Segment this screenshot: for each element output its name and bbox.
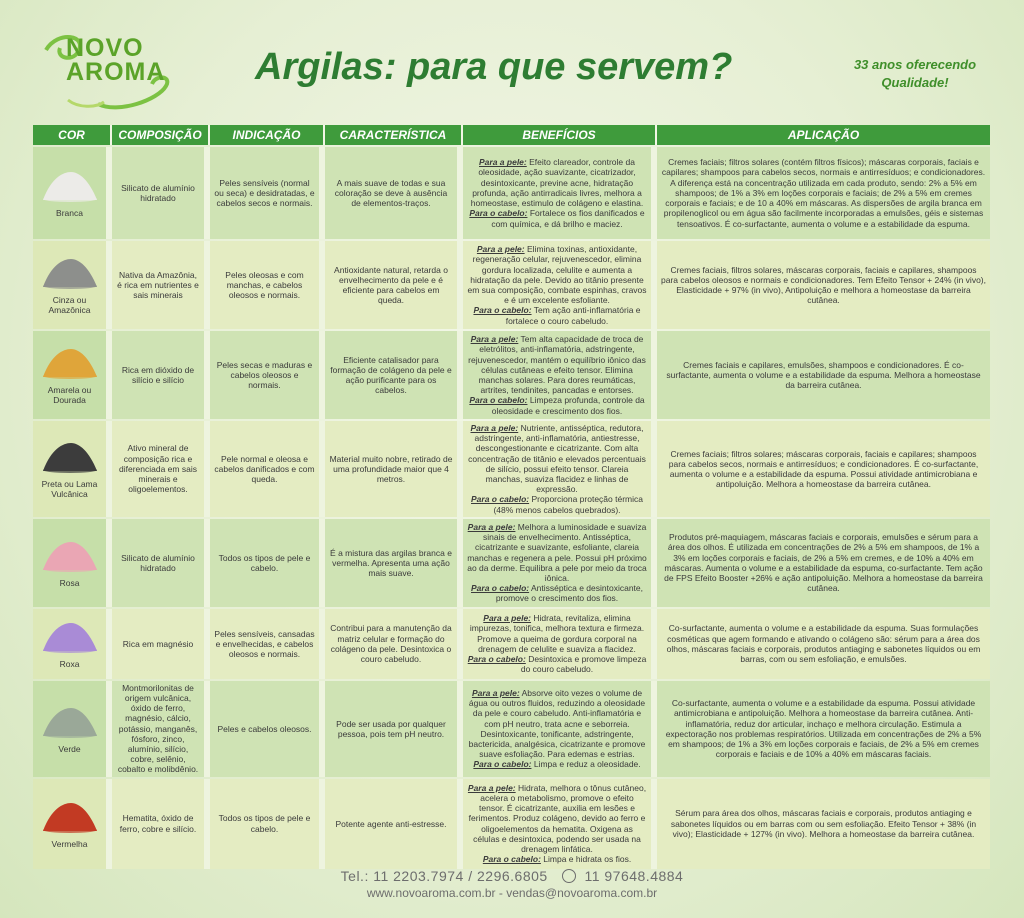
- cor-label: Vermelha: [51, 838, 88, 849]
- pele-text: Absorve oito vezes o volume de água ou outros fluidos, reduzindo a oleosidade da pele e couro cabeludo. Anti-inflamatória e com pH neutro, trata acne e seborreia. Desintoxicante, tonificante, adstringente, bactericida, analgésica, cicatrizante e promove suave esfoliação. Para edemas e estrias.: [468, 687, 646, 760]
- cell-caracteristica: Antioxidante natural, retarda o envelhecimento da pele e é eficiente para cabelos em queda.: [325, 241, 463, 329]
- pele-text: Tem alta capacidade de troca de eletrólitos, anti-inflamatória, adstringente, rejuvenescedor, mantém o equilíbrio iônico das células cutâneas e efeito tensor. Elimina manchas solares. Para dores reumáticas, artrites, tendinites, pancadas e entorses.: [468, 334, 646, 396]
- column-header-caracteristica: CARACTERÍSTICA: [325, 125, 463, 145]
- cell-beneficios: [463, 331, 657, 419]
- footer-phones: [0, 868, 1024, 884]
- column-header-aplicacao: APLICAÇÃO: [657, 125, 990, 145]
- pele-label: Para a pele:: [467, 522, 516, 533]
- column-header-cor: COR: [33, 125, 112, 145]
- cabelo-label: Para o cabelo:: [473, 759, 532, 770]
- cell-aplicacao: Produtos pré-maquiagem, máscaras faciais e corporais, emulsões e sérum para a área dos olhos. É utilizada em concentrações de 2% a 5% em shampoos, de 1% a 3% em loções corporais e faciais, de 2% a 5% em cremes, e de 10% a 40% em máscaras. Aumenta o volume e a estabilidade da espuma, co-surfactante. Tem ação de FPS Efeito Booster +26% e ação antipoluição. Melhora a homeostase da barreira cutânea.: [657, 519, 990, 607]
- pele-label: Para a pele:: [479, 157, 527, 168]
- cabelo-label: Para o cabelo:: [471, 494, 530, 505]
- pele-label: Para a pele:: [467, 782, 516, 793]
- logo-line-2: AROMA: [66, 58, 166, 86]
- table-row: [33, 241, 990, 329]
- cell-beneficios: [463, 609, 657, 679]
- cell-aplicacao: Cremes faciais e capilares, emulsões, shampoos e condicionadores. É co-surfactante, aumenta o volume e a estabilidade da espuma. Melhora a homeostase da barreira cutânea.: [657, 331, 990, 419]
- cell-cor: [33, 609, 112, 679]
- clay-powder-icon: [41, 255, 99, 289]
- cell-composicao: Rica em dióxido de silício e silício: [112, 331, 210, 419]
- cor-label: Amarela ou Dourada: [47, 384, 92, 405]
- cell-beneficios: [463, 241, 657, 329]
- cell-indicacao: Peles sensíveis, cansadas e envelhecidas, e cabelos oleosos e normais.: [210, 609, 325, 679]
- table-header-row: [33, 125, 990, 145]
- clay-powder-icon: [41, 345, 99, 379]
- argilas-table: [33, 123, 990, 871]
- pele-text: Efeito clareador, controle da oleosidade, ação suavizante, cicatrizador, desintoxicante, previne acne, hidratação profunda, ação antirradicais livres, melhora a homeostase, estimulo de colágeno e elastina.: [470, 157, 644, 209]
- pele-label: Para a pele:: [476, 244, 525, 255]
- clay-powder-icon: [41, 538, 99, 572]
- table-row: [33, 681, 990, 777]
- clay-powder-icon: [41, 439, 99, 473]
- cabelo-text: Limpa e reduz a oleosidade.: [533, 759, 641, 770]
- cell-indicacao: Peles sensíveis (normal ou seca) e desidratadas, e cabelos secos e normais.: [210, 147, 325, 239]
- cell-aplicacao: Sérum para área dos olhos, máscaras faciais e corporais, produtos antiaging e sabonetes líquidos ou em barras com ou sem esfoliação. Efeito Tensor + 38% (in vivo); Elasticidade + 127% (in vivo). Melhora a homeostase da barreira cutânea.: [657, 779, 990, 869]
- cabelo-text: Tem ação anti-inflamatória e fortalece o couro cabeludo.: [505, 305, 641, 326]
- column-header-composicao: COMPOSIÇÃO: [112, 125, 210, 145]
- cell-cor: [33, 681, 112, 777]
- cell-indicacao: Pele normal e oleosa e cabelos danificados e com queda.: [210, 421, 325, 517]
- cell-aplicacao: Cremes faciais, filtros solares, máscaras corporais, faciais e capilares, shampoos para cabelos oleosos e normais e condicionadores. Tem Efeito Tensor + 24% (in vivo), Elasticidade + 97% (in vivo), Antipoluição e melhora a homeostase da barreira cutânea.: [657, 241, 990, 329]
- pele-text: Nutriente, antisséptica, redutora, adstringente, anti-inflamatória, antiestresse, descongestionante e cicatrizante. Com alta concentração de titânio e elevados percentuais de silício, possui efeito tensor. Clareia manchas, suaviza flacidez e linhas de expressão.: [468, 423, 646, 495]
- cell-aplicacao: Co-surfactante, aumenta o volume e a estabilidade da espuma. Possui atividade antimicrobiana e antipoluição. Melhora a homeostase da barreira cutânea. Anti-inflamatória, reduz dor articular, inchaço e melhora circulação. Estimula a expectoração nos problemas respiratórios. Utilizada em concentrações de 2% a 5% em shampoos; de 1% a 3% em loções corporais e faciais, de 2% a 5% em cremes corporais e faciais e de 10% a 40% em máscaras faciais.: [657, 681, 990, 777]
- cabelo-label: Para o cabelo:: [482, 854, 541, 865]
- cell-cor: [33, 147, 112, 239]
- header: [0, 0, 1024, 120]
- cor-label: Branca: [56, 207, 83, 218]
- cell-composicao: Nativa da Amazônia, é rica em nutrientes e sais minerais: [112, 241, 210, 329]
- column-header-beneficios: BENEFÍCIOS: [463, 125, 657, 145]
- cell-caracteristica: É a mistura das argilas branca e vermelha. Apresenta uma ação mais suave.: [325, 519, 463, 607]
- cell-cor: [33, 241, 112, 329]
- table-row: [33, 609, 990, 679]
- cabelo-text: Limpeza profunda, controle da oleosidade e crescimento dos fios.: [491, 395, 645, 416]
- slogan: 33 anos oferecendo Qualidade!: [853, 57, 977, 90]
- cell-composicao: Ativo mineral de composição rica e diferenciada em sais minerais e oligoelementos.: [112, 421, 210, 517]
- cell-cor: [33, 519, 112, 607]
- whatsapp-icon: [562, 869, 576, 883]
- pele-label: Para a pele:: [471, 687, 520, 698]
- cell-aplicacao: Cremes faciais; filtros solares; máscaras corporais, faciais e capilares; shampoos para cabelos secos, normais e antirresíduos; e condicionadores. É co-surfactante, aumenta o volume e a estabilidade da espuma. Possui atividade antimicrobiana e antipoluição. Melhora a homeostase da barreira cutânea.: [657, 421, 990, 517]
- cell-caracteristica: Eficiente catalisador para formação de colágeno da pele e ação purificante para os cabelos.: [325, 331, 463, 419]
- page-title: Argilas: para que servem?: [255, 46, 733, 88]
- cabelo-text: Desintoxica e promove limpeza do couro cabeludo.: [520, 654, 647, 675]
- cor-label: Preta ou Lama Vulcânica: [41, 478, 98, 499]
- footer-website-email[interactable]: www.novoaroma.com.br - vendas@novoaroma.com.br: [366, 886, 658, 900]
- cell-beneficios: [463, 519, 657, 607]
- cell-indicacao: Todos os tipos de pele e cabelo.: [210, 779, 325, 869]
- cell-cor: [33, 779, 112, 869]
- cell-indicacao: Todos os tipos de pele e cabelo.: [210, 519, 325, 607]
- table-row: [33, 147, 990, 239]
- pele-label: Para a pele:: [470, 334, 519, 345]
- cell-caracteristica: Potente agente anti-estresse.: [325, 779, 463, 869]
- cell-caracteristica: Pode ser usada por qualquer pessoa, pois tem pH neutro.: [325, 681, 463, 777]
- whatsapp-number[interactable]: 11 97648.4884: [584, 868, 684, 884]
- cell-composicao: Silicato de alumínio hidratado: [112, 519, 210, 607]
- clay-powder-icon: [41, 704, 99, 738]
- cell-composicao: Silicato de alumínio hidratado: [112, 147, 210, 239]
- pele-text: Melhora a luminosidade e suaviza sinais de envelhecimento. Antisséptica, cicatrizante e suavizante, esfoliante, clareia manchas e regenera a pele. Possui pH próximo ao da derme. Equilibra a pele por meio da troca iônica.: [467, 522, 647, 584]
- cell-indicacao: Peles oleosas e com manchas, e cabelos oleosos e normais.: [210, 241, 325, 329]
- cabelo-text: Proporciona proteção térmica (48% menos cabelos quebrados).: [493, 494, 643, 515]
- clay-powder-icon: [41, 619, 99, 653]
- table-row: [33, 519, 990, 607]
- cell-caracteristica: Material muito nobre, retirado de uma profundidade maior que 4 metros.: [325, 421, 463, 517]
- logo[interactable]: [66, 36, 165, 84]
- cabelo-label: Para o cabelo:: [469, 208, 528, 219]
- pele-text: Hidrata, revitaliza, elimina impurezas, tonifica, melhora textura e firmeza. Promove a queima de gordura corporal na drenagem de celulite e suaviza a flacidez.: [469, 613, 645, 654]
- cell-beneficios: [463, 147, 657, 239]
- logo-line-1: NOVO: [66, 34, 144, 62]
- clay-powder-icon: [41, 799, 99, 833]
- cor-label: Verde: [58, 743, 81, 754]
- cor-label: Cinza ou Amazônica: [48, 294, 91, 315]
- table-row: [33, 331, 990, 419]
- pele-text: Elimina toxinas, antioxidante, regeneração celular, rejuvenescedor, elimina gordura localizada, celulite e aumenta a hidratação da pele. Devido ao titânio presente em sua composição, combate espinhas, cravos e é um excelente esfoliante.: [467, 244, 647, 306]
- cabelo-label: Para o cabelo:: [471, 583, 530, 594]
- cell-caracteristica: Contribui para a manutenção da matriz celular e formação do colágeno da pele. Desintoxica o couro cabeludo.: [325, 609, 463, 679]
- cabelo-text: Fortalece os fios danificados e com química, e dá brilho e maciez.: [491, 208, 645, 229]
- cabelo-label: Para o cabelo:: [467, 654, 526, 665]
- cell-indicacao: Peles e cabelos oleosos.: [210, 681, 325, 777]
- table-row: [33, 421, 990, 517]
- cabelo-text: Antisséptica e desintoxicante, promove o crescimento dos fios.: [495, 583, 643, 604]
- pele-label: Para a pele:: [470, 423, 519, 433]
- pele-text: Hidrata, melhora o tônus cutâneo, acelera o metabolismo, promove o efeito tensor. É cicatrizante, auxilia em lesões e ferimentos. Produz colágeno, devido ao ferro e oligoelementos da hematita. Oxigena as células e desintoxica, podendo ser usada na drenagem linfática.: [468, 782, 647, 855]
- cabelo-label: Para o cabelo:: [473, 305, 532, 316]
- cell-aplicacao: Cremes faciais; filtros solares (contém filtros físicos); máscaras corporais, faciais e capilares; shampoos para cabelos secos, normais e antirresíduos; e condicionadores. A diferença está na concentração utilizada em cada produto, sendo: 2% a 5% em shampoos; de 1% a 3% em loções corporais e faciais; de 2% a 5% em cremes corporais e faciais; e de 10 a 40% em máscaras. As dispersões de argila branca em propilenoglicol ou em água são facilmente incorporadas a emulsões, géis e sistemas tensoativos. É co-surfactante, aumenta o volume e a estabilidade da espuma.: [657, 147, 990, 239]
- cell-composicao: Hematita, óxido de ferro, cobre e silício.: [112, 779, 210, 869]
- clay-powder-icon: [41, 168, 99, 202]
- cell-composicao: Montmorilonitas de origem vulcânica, óxido de ferro, magnésio, cálcio, potássio, manganês, fósforo, zinco, alumínio, silício, cobre, selênio, cobalto e molibdênio.: [112, 681, 210, 777]
- cell-caracteristica: A mais suave de todas e sua coloração se deve à ausência de elementos-traços.: [325, 147, 463, 239]
- cor-label: Rosa: [59, 577, 80, 588]
- cell-indicacao: Peles secas e maduras e cabelos oleosos e normais.: [210, 331, 325, 419]
- cabelo-label: Para o cabelo:: [469, 395, 528, 406]
- cor-label: Roxa: [59, 658, 80, 669]
- footer: [0, 868, 1024, 900]
- pele-label: Para a pele:: [483, 613, 532, 624]
- cell-cor: [33, 421, 112, 517]
- cell-cor: [33, 331, 112, 419]
- table-row: [33, 779, 990, 869]
- cabelo-text: Limpa e hidrata os fios.: [543, 854, 632, 865]
- cell-beneficios: [463, 421, 657, 517]
- column-header-indicacao: INDICAÇÃO: [210, 125, 325, 145]
- cell-beneficios: [463, 681, 657, 777]
- cell-beneficios: [463, 779, 657, 869]
- cell-composicao: Rica em magnésio: [112, 609, 210, 679]
- phone-numbers[interactable]: Tel.: 11 2203.7974 / 2296.6805: [340, 868, 548, 884]
- cell-aplicacao: Co-surfactante, aumenta o volume e a estabilidade da espuma. Suas formulações cosméticas que agem formando e ativando o colágeno são: sérum para a área dos olhos, máscaras faciais e corporais, produtos antiaging e sabonetes líquidos ou em barras, com ou sem esfoliação, e emulsões.: [657, 609, 990, 679]
